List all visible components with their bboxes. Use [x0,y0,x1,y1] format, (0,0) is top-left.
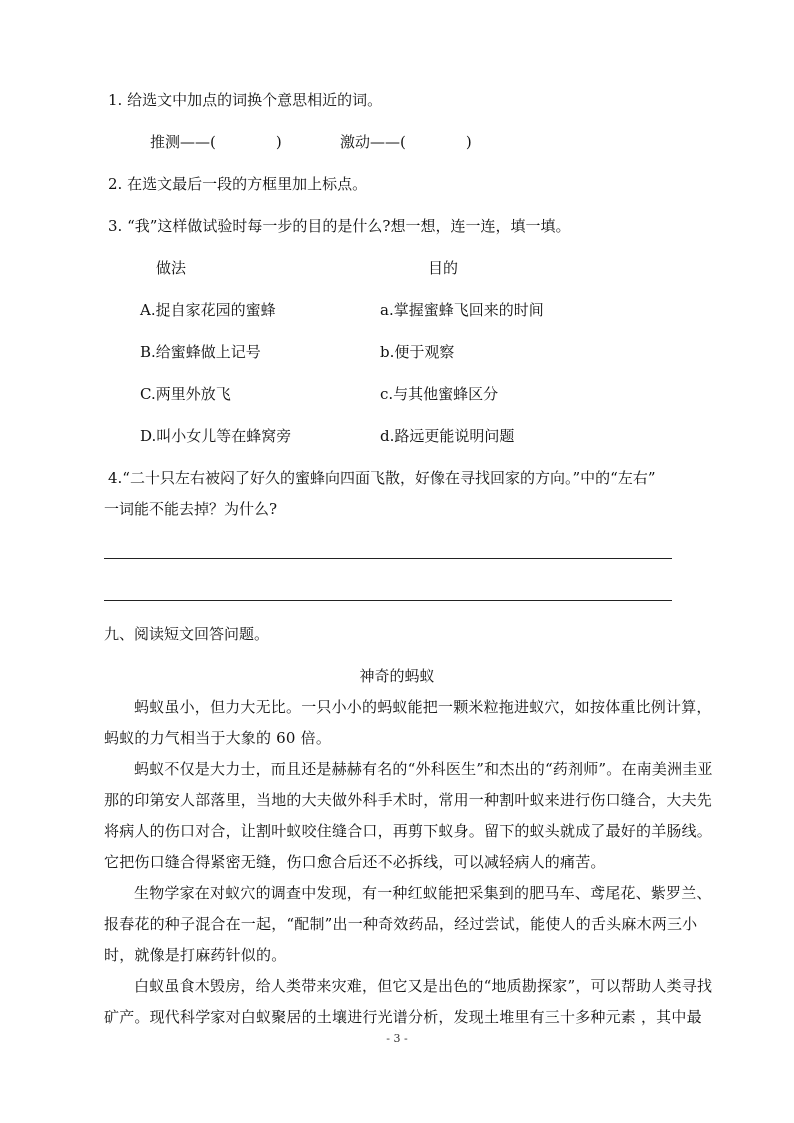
question-4-line-1: 4.“二十只左右被闷了好久的蜜蜂向四面飞散，好像在寻找回家的方向。”中的“左右” [108,469,656,487]
article-paragraph: 白蚁虽食木毁房，给人类带来灾难，但它又是出色的“地质勘探家”，可以帮助人类寻找矿产。现代科学家对白蚁聚居的土壤进行光谱分析，发现土堆里有三十多种元素 ，其中最 [104,977,713,1026]
section-heading: 九、阅读短文回答问题。 [104,625,270,643]
column-header-method: 做法 [156,259,187,277]
question-2: 2. 在选文最后一段的方框里加上标点。 [108,175,368,193]
purpose-item: d.路远更能说明问题 [380,427,515,445]
article-paragraph: 生物学家在对蚁穴的调查中发现，有一种红蚁能把采集到的肥马车、鸢尾花、紫罗兰、报春花的种子混合在一起，“配制”出一种奇效药品，经过尝试，能使人的舌头麻木两三小时，就像是打麻药针似的。 [104,884,712,964]
question-4-line-2: 一词能不能去掉？为什么? [104,500,278,518]
purpose-item: a.掌握蜜蜂飞回来的时间 [380,301,544,319]
answer-line [104,558,672,559]
purpose-item: c.与其他蜜蜂区分 [380,385,499,403]
column-header-purpose: 目的 [428,259,459,277]
question-1: 1. 给选文中加点的词换个意思相近的词。 [108,91,383,109]
method-item: D.叫小女儿等在蜂窝旁 [140,427,292,445]
method-item: A.捉自家花园的蜜蜂 [140,301,276,319]
method-item: C.两里外放飞 [140,385,231,403]
article-paragraph: 蚂蚁虽小，但力大无比。一只小小的蚂蚁能把一颗米粒拖进蚁穴，如按体重比例计算，蚂蚁的力气相当于大象的 60 倍。 [104,698,712,747]
method-item: B.给蜜蜂做上记号 [140,343,261,361]
page-number: - 3 - [386,1032,408,1045]
article-paragraph: 蚂蚁不仅是大力士，而且还是赫赫有名的“外科医生”和杰出的“药剂师”。在南美洲圭亚那的印第安人部落里，当地的大夫做外科手术时，常用一种割叶蚁来进行伤口缝合，大夫先将病人的伤口对合，让割叶蚁咬住缝合口，再剪下蚁身。留下的蚁头就成了最好的羊肠线。它把伤口缝合得紧密无缝，伤口愈合后还不必拆线，可以减轻病人的痛苦。 [104,760,713,871]
question-3: 3. “我”这样做试验时每一步的目的是什么?想一想，连一连，填一填。 [108,217,571,235]
question-1-blank-a: 推测——( ) [150,133,282,151]
purpose-item: b.便于观察 [380,343,455,361]
question-1-blank-b: 激动——( ) [340,133,472,151]
article-title: 神奇的蚂蚁 [359,667,435,685]
answer-line [104,600,672,601]
